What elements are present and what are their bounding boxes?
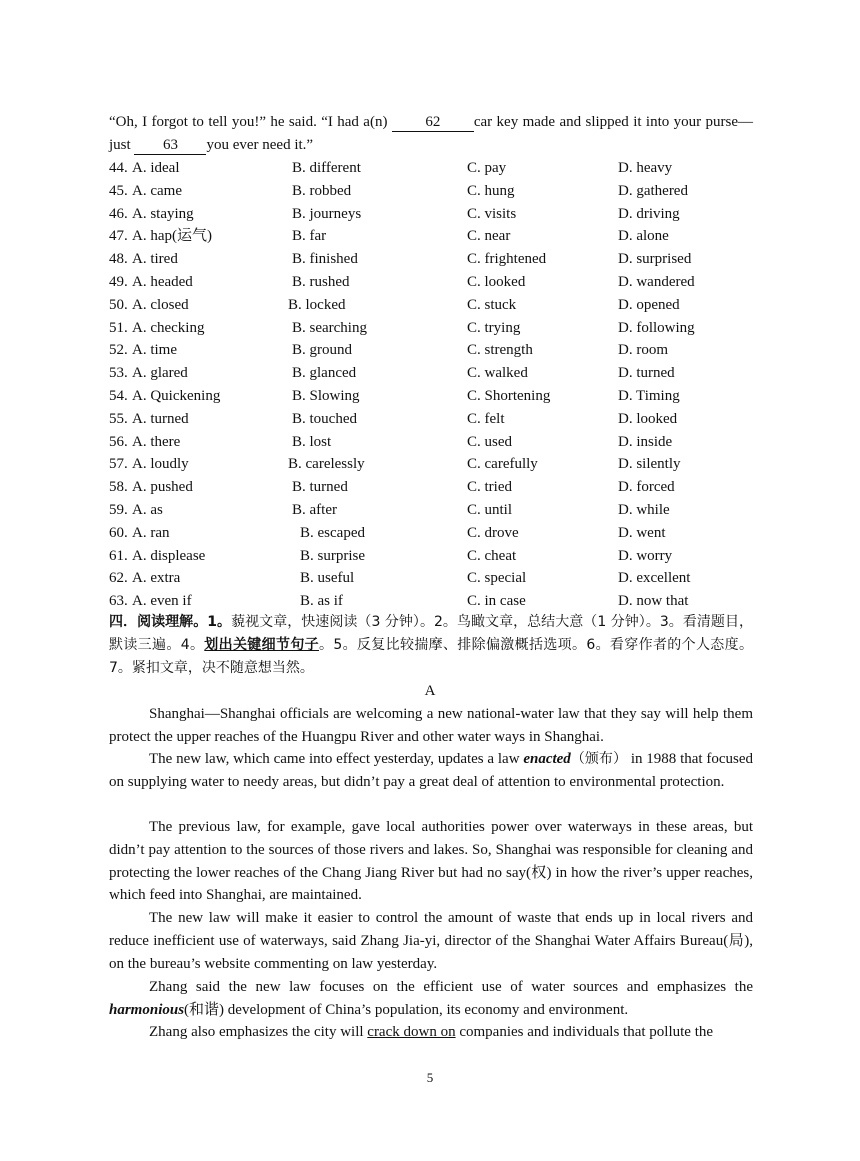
question-number: 62. bbox=[109, 570, 128, 587]
option-row bbox=[109, 362, 769, 385]
option-row bbox=[109, 180, 769, 203]
instructions-text2: 。5。反复比较揣摩、排除偏激概括选项。6。看穿作者的个人态度。7。紧扣文章，决不随意想当然。 bbox=[109, 636, 753, 676]
option-d: D. forced bbox=[618, 479, 675, 496]
option-a: A. loudly bbox=[132, 456, 189, 473]
question-number: 59. bbox=[109, 502, 128, 518]
option-c: C. frightened bbox=[467, 251, 547, 268]
blank-63: 63 bbox=[134, 136, 206, 155]
option-b: B. touched bbox=[292, 410, 357, 427]
option-row bbox=[109, 317, 769, 340]
option-row bbox=[109, 567, 769, 590]
option-d: D. gathered bbox=[618, 182, 688, 199]
option-d: D. now that bbox=[618, 593, 689, 610]
section-heading: 四．阅读理解。1。 bbox=[109, 614, 232, 630]
option-row bbox=[109, 339, 769, 362]
question-number: 48. bbox=[109, 251, 128, 268]
option-d: D. went bbox=[618, 524, 666, 541]
passage-paragraph-3: The previous law, for example, gave local authorities power over waterways in these areas, but didn’t pay attention to the sources of those rivers and lakes. So, Shanghai was responsible for cleaning and protecting the lower reaches of the Chang Jiang River but had no say(权) in how the river’s upper reaches, which feed into Shanghai, are maintained. bbox=[109, 819, 753, 904]
option-d: D. turned bbox=[618, 365, 675, 382]
option-row bbox=[109, 225, 769, 248]
option-c: C. tried bbox=[467, 479, 512, 496]
option-d: D. room bbox=[618, 342, 668, 359]
option-c: C. used bbox=[467, 433, 512, 450]
p6-text-a: Zhang also emphasizes the city will bbox=[149, 1024, 368, 1040]
question-number: 47. bbox=[109, 228, 128, 245]
option-c: C. pay bbox=[467, 160, 507, 176]
question-number: 46. bbox=[109, 205, 128, 222]
option-a: A. staying bbox=[132, 205, 194, 222]
option-b: B. journeys bbox=[292, 205, 362, 222]
option-c: C. carefully bbox=[467, 456, 538, 473]
option-a: A. headed bbox=[132, 274, 193, 290]
p5-bold-word: harmonious bbox=[109, 1001, 185, 1018]
option-row bbox=[109, 522, 769, 545]
passage-paragraph-2 bbox=[109, 748, 753, 794]
option-b: B. far bbox=[292, 228, 327, 245]
question-number: 49. bbox=[109, 274, 128, 290]
option-b: B. searching bbox=[292, 319, 367, 336]
option-c: C. walked bbox=[467, 365, 528, 382]
question-number: 50. bbox=[109, 296, 128, 313]
question-number: 53. bbox=[109, 365, 128, 382]
dialogue-part2: car key made and slipped it into your purse—just bbox=[109, 114, 753, 153]
option-b: B. surprise bbox=[300, 547, 365, 564]
option-d: D. surprised bbox=[618, 251, 692, 268]
dialogue-part1: “Oh, I forgot to tell you!” he said. “I had a(n) bbox=[109, 114, 392, 130]
option-a: A. checking bbox=[132, 319, 205, 336]
passage-paragraph-6 bbox=[109, 1021, 753, 1044]
option-c: C. cheat bbox=[467, 547, 517, 564]
instructions-text1: 藐视文章，快速阅读（3 分钟）。2。鸟瞰文章，总结大意（1 分钟）。3。看清题目，默读三遍。4。 bbox=[109, 614, 753, 653]
option-a: A. as bbox=[132, 502, 163, 518]
option-b: B. Slowing bbox=[292, 388, 360, 404]
question-number: 54. bbox=[109, 388, 128, 404]
option-d: D. looked bbox=[618, 410, 678, 427]
option-a: A. ideal bbox=[132, 160, 180, 176]
question-number: 58. bbox=[109, 479, 128, 496]
option-d: D. inside bbox=[618, 433, 673, 450]
option-row bbox=[109, 499, 769, 522]
option-a: A. glared bbox=[132, 365, 188, 382]
question-number: 51. bbox=[109, 319, 128, 336]
page-number: 5 bbox=[426, 1070, 434, 1085]
option-b: B. lost bbox=[292, 433, 332, 450]
option-a: A. tired bbox=[132, 251, 178, 268]
option-a: A. there bbox=[132, 433, 181, 450]
question-number: 56. bbox=[109, 433, 128, 450]
option-c: C. special bbox=[467, 570, 527, 587]
instructions-underlined: 划出关键细节句子 bbox=[204, 636, 319, 653]
option-d: D. alone bbox=[618, 228, 669, 245]
option-row bbox=[109, 408, 769, 431]
option-a: A. turned bbox=[132, 410, 189, 427]
option-d: D. worry bbox=[618, 547, 673, 564]
option-b: B. escaped bbox=[300, 524, 365, 541]
option-c: C. drove bbox=[467, 524, 519, 541]
option-a: A. ran bbox=[132, 524, 170, 541]
option-b: B. turned bbox=[292, 479, 348, 496]
question-number: 60. bbox=[109, 524, 128, 541]
option-row bbox=[109, 271, 769, 294]
option-row bbox=[109, 476, 769, 499]
option-d: D. heavy bbox=[618, 160, 673, 176]
option-a: A. came bbox=[132, 182, 182, 199]
option-row bbox=[109, 294, 769, 317]
option-b: B. rushed bbox=[292, 274, 350, 290]
option-c: C. hung bbox=[467, 182, 515, 199]
option-row bbox=[109, 545, 769, 568]
option-c: C. until bbox=[467, 502, 513, 518]
option-row bbox=[109, 157, 769, 180]
option-a: A. Quickening bbox=[132, 388, 221, 404]
option-b: B. robbed bbox=[292, 182, 352, 199]
option-d: D. driving bbox=[618, 205, 680, 222]
option-d: D. opened bbox=[618, 296, 680, 313]
option-a: A. pushed bbox=[132, 479, 193, 496]
p6-text-b: companies and individuals that pollute the bbox=[455, 1024, 714, 1040]
option-b: B. finished bbox=[292, 251, 358, 268]
option-row bbox=[109, 590, 769, 613]
question-number: 61. bbox=[109, 547, 128, 564]
p6-underlined-phrase: crack down on bbox=[367, 1024, 456, 1040]
option-b: B. ground bbox=[292, 342, 352, 359]
blank-62: 62 bbox=[392, 113, 474, 132]
option-c: C. Shortening bbox=[467, 388, 551, 404]
option-row bbox=[109, 385, 769, 408]
option-c: C. trying bbox=[467, 319, 521, 336]
option-row bbox=[109, 431, 769, 454]
option-b: B. locked bbox=[288, 296, 346, 313]
option-a: A. time bbox=[132, 342, 177, 359]
reading-instructions bbox=[109, 611, 753, 679]
question-number: 45. bbox=[109, 182, 128, 199]
passage-paragraph-1: Shanghai—Shanghai officials are welcoming a new national-water law that they say will help them protect the upper reaches of the Huangpu River and other water ways in Shanghai. bbox=[109, 706, 753, 745]
option-b: B. useful bbox=[300, 570, 355, 587]
option-c: C. visits bbox=[467, 205, 517, 222]
option-b: B. glanced bbox=[292, 365, 357, 382]
p5-text-b: (和谐) development of China’s population, its economy and environment. bbox=[184, 1001, 629, 1018]
option-b: B. different bbox=[292, 160, 361, 176]
option-b: B. after bbox=[292, 502, 337, 518]
option-d: D. while bbox=[618, 502, 670, 518]
option-row bbox=[109, 203, 769, 226]
option-c: C. strength bbox=[467, 342, 533, 359]
option-c: C. felt bbox=[467, 410, 505, 427]
option-d: D. wandered bbox=[618, 274, 695, 290]
dialogue-part3: you ever need it.” bbox=[206, 136, 314, 153]
question-number: 55. bbox=[109, 410, 128, 427]
question-number: 63. bbox=[109, 593, 128, 610]
option-b: B. carelessly bbox=[288, 456, 365, 473]
option-d: D. Timing bbox=[618, 388, 680, 404]
question-number: 52. bbox=[109, 342, 128, 359]
option-a: A. displease bbox=[132, 547, 206, 564]
passage-paragraph-5 bbox=[109, 976, 753, 1022]
option-c: C. stuck bbox=[467, 296, 517, 313]
option-a: A. even if bbox=[132, 593, 192, 610]
option-row bbox=[109, 248, 769, 271]
option-a: A. hap(运气) bbox=[132, 228, 212, 245]
passage-paragraph-4: The new law will make it easier to control the amount of waste that ends up in local rivers and reduce inefficient use of waterways, said Zhang Jia-yi, director of the Shanghai Water Affairs Bureau(局), on the bureau’s website commenting on law yesterday. bbox=[109, 910, 753, 972]
passage-label: A bbox=[424, 683, 436, 699]
option-d: D. excellent bbox=[618, 570, 691, 587]
option-c: C. in case bbox=[467, 593, 526, 610]
question-number: 44. bbox=[109, 160, 128, 176]
option-a: A. extra bbox=[132, 570, 181, 587]
question-number: 57. bbox=[109, 456, 128, 473]
option-c: C. near bbox=[467, 228, 511, 245]
p2-gloss: （颁布） bbox=[570, 751, 628, 767]
option-d: D. silently bbox=[618, 456, 681, 473]
dialogue-paragraph bbox=[109, 111, 753, 157]
p2-text-a: The new law, which came into effect yesterday, updates a law bbox=[149, 751, 524, 767]
option-d: D. following bbox=[618, 319, 695, 336]
p5-text-a: Zhang said the new law focuses on the efficient use of water sources and emphasizes the bbox=[149, 979, 753, 995]
option-b: B. as if bbox=[300, 593, 343, 610]
p2-bold-word: enacted bbox=[523, 751, 571, 767]
option-a: A. closed bbox=[132, 296, 189, 313]
option-row bbox=[109, 453, 769, 476]
p2-text-b: in 1988 that focused on supplying water to needy areas, but didn’t pay a great deal of attention to environmental protection. bbox=[109, 751, 754, 790]
option-c: C. looked bbox=[467, 274, 526, 290]
